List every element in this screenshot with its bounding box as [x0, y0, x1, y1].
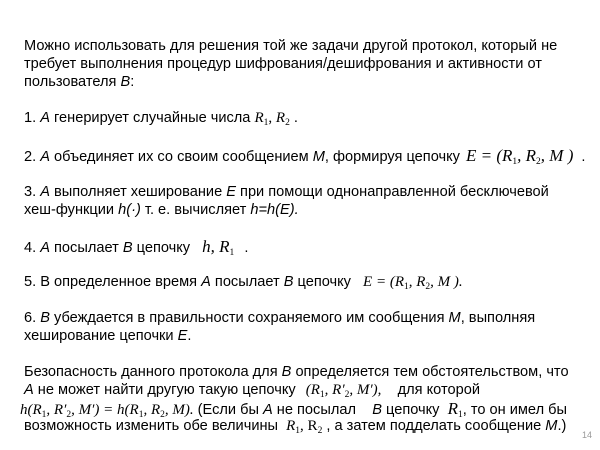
step-1-text: генерирует случайные числа: [49, 110, 255, 126]
intro-colon: :: [130, 74, 135, 90]
step-5-number: 5.: [24, 274, 41, 290]
security-text-4: для которой: [381, 382, 480, 398]
step-2-text-2: , формируя цепочку: [324, 149, 464, 165]
formula-sub: 1: [229, 248, 235, 258]
step-5: [24, 274, 463, 291]
step-6-text-4: .: [187, 328, 192, 344]
security-var-a-2: A: [263, 402, 273, 418]
security-formula-r1-r2: [286, 418, 322, 434]
step-4-number: 4.: [24, 240, 41, 256]
step-1-end: .: [289, 110, 298, 126]
formula-sub: 1: [404, 282, 409, 292]
step-3-line-2: [24, 202, 299, 219]
security-text-8: , то он имел бы: [462, 402, 567, 418]
intro-text-3: пользователя: [24, 74, 121, 90]
security-text-3: не может найти другую такую цепочку: [33, 382, 300, 398]
step-2-formula: [466, 146, 573, 165]
formula-sub: 1: [319, 390, 325, 400]
formula-part: , M′) = h(R: [71, 402, 139, 418]
formula-sub: 2: [425, 282, 431, 292]
step-3-hash-eq: h=h(E).: [250, 202, 299, 218]
formula-part: (R: [305, 382, 320, 398]
formula-sub: 1: [295, 426, 301, 436]
formula-part: , R′: [324, 382, 345, 398]
formula-sub: 2: [317, 426, 323, 436]
security-text-2: определяется тем обстоятельством, что: [291, 364, 569, 380]
step-5-text-1: В определенное время: [40, 274, 202, 290]
step-2-end: .: [577, 149, 586, 165]
step-3-text-1: выполняет хеширование: [49, 184, 227, 200]
step-1-var: A: [40, 110, 50, 126]
step-2: [24, 147, 585, 166]
step-6-line-1: [24, 310, 535, 327]
intro-text-2: требует выполнения процедур шифрования/дешифрования и активности от: [24, 56, 542, 72]
formula-sub: 2: [160, 410, 165, 420]
step-4-formula: [202, 237, 234, 256]
intro-line-1: [24, 38, 557, 55]
formula-part: , R′: [46, 402, 67, 418]
step-3-var-e: E: [226, 184, 236, 200]
formula-part: E = (R: [466, 146, 513, 165]
security-line-2: [24, 382, 480, 399]
step-4-end: .: [240, 240, 249, 256]
intro-line-3: [24, 74, 134, 91]
step-2-var-m: M: [312, 149, 325, 165]
step-4: [24, 238, 248, 257]
security-text-9: возможность изменить обе величины: [24, 418, 287, 434]
step-1-number: 1.: [24, 110, 41, 126]
security-line-1: [24, 364, 569, 381]
security-line-4: [24, 418, 566, 435]
step-6-number: 6.: [24, 310, 41, 326]
formula-part: , M ): [540, 146, 574, 165]
step-5-var-a: A: [201, 274, 211, 290]
formula-sub: 1: [512, 157, 518, 167]
security-text-5: (Если бы: [193, 402, 264, 418]
formula-sub: 2: [344, 390, 350, 400]
step-4-var-a: A: [40, 240, 50, 256]
formula-sub: 1: [263, 118, 269, 128]
formula-part: R: [447, 399, 458, 418]
security-line-3: [20, 400, 567, 419]
security-formula-r1: [448, 399, 463, 418]
security-var-m: M: [545, 418, 558, 434]
formula-part: , M ).: [430, 274, 463, 290]
formula-part: h(R: [20, 402, 42, 418]
formula-r: R: [275, 110, 286, 126]
step-1-formula: [254, 110, 289, 126]
formula-r: R: [254, 110, 264, 126]
step-3-line-1: [24, 184, 549, 201]
formula-part: E = (R: [363, 274, 404, 290]
step-3-text-3: хеш-функции: [24, 202, 119, 218]
formula-part: , R: [143, 402, 161, 418]
formula-part: , M).: [164, 402, 194, 418]
step-6-line-2: [24, 328, 191, 345]
formula-sub: 2: [536, 157, 541, 167]
security-formula-hash: [20, 402, 194, 418]
step-5-var-b: B: [283, 274, 294, 290]
intro-text-1: Можно использовать для решения той же задачи другой протокол, который не: [24, 38, 558, 54]
formula-part: , R: [517, 146, 537, 165]
security-var-a: A: [24, 382, 34, 398]
formula-sub: 2: [66, 410, 72, 420]
intro-line-2: [24, 56, 542, 73]
step-4-var-b: B: [122, 240, 133, 256]
step-2-var-a: A: [40, 149, 50, 165]
step-3-var-a: A: [40, 184, 50, 200]
formula-sub: 1: [457, 410, 463, 420]
step-5-text-2: посылает: [210, 274, 284, 290]
step-5-text-3: цепочку: [293, 274, 356, 290]
formula-sep: ,: [268, 110, 276, 126]
formula-sub: 1: [138, 410, 144, 420]
formula-part: , R: [408, 274, 426, 290]
step-3-hash-fn: h(·): [118, 202, 141, 218]
step-4-text-2: цепочку: [132, 240, 195, 256]
step-6-var-m: M: [448, 310, 461, 326]
step-6-var-b: B: [40, 310, 50, 326]
step-6-var-e: E: [177, 328, 188, 344]
step-5-formula: [363, 274, 463, 290]
step-3-text-2: при помощи однонаправленной бесключевой: [235, 184, 549, 200]
security-text-1: Безопасность данного протокола для: [24, 364, 282, 380]
step-3-number: 3.: [24, 184, 41, 200]
formula-part: , R: [300, 418, 318, 434]
formula-part: h, R: [202, 237, 230, 256]
formula-part: , M′),: [349, 382, 382, 398]
page-number: 14: [581, 430, 592, 440]
step-2-text-1: объединяет их со своим сообщением: [49, 149, 313, 165]
security-var-b-2: B: [372, 402, 382, 418]
step-6-text-3: хеширование цепочки: [24, 328, 178, 344]
step-6-text-2: , выполняя: [460, 310, 536, 326]
security-text-7: цепочку: [381, 402, 448, 418]
step-6-text-1: убеждается в правильности сохраняемого им сообщения: [49, 310, 449, 326]
security-var-b: B: [281, 364, 292, 380]
formula-sub: 1: [41, 410, 47, 420]
step-1: [24, 110, 298, 127]
security-text-10: , а затем подделать сообщение: [322, 418, 546, 434]
formula-part: R: [286, 418, 296, 434]
step-2-number: 2.: [24, 149, 41, 165]
security-formula-chain: [306, 382, 382, 398]
security-text-6: не посылал: [272, 402, 373, 418]
step-3-text-4: т. е. вычисляет: [140, 202, 251, 218]
security-text-11: .): [557, 418, 567, 434]
intro-var-b: B: [120, 74, 131, 90]
step-4-text-1: посылает: [49, 240, 123, 256]
formula-sub: 2: [285, 118, 290, 128]
